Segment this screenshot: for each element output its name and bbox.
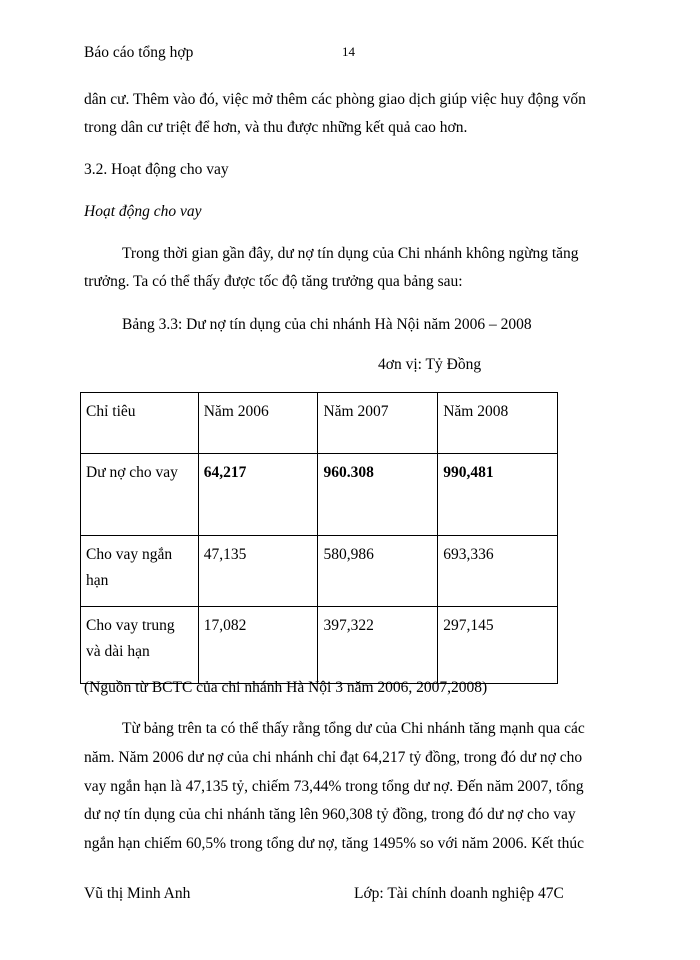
table-cell: 64,217 [198,454,318,536]
header-cell: Năm 2006 [198,393,318,454]
table-cell: 580,986 [318,536,438,607]
row-label: Cho vay ngắn hạn [81,536,199,607]
paragraph-line: Từ bảng trên ta có thể thấy rằng tổng dư của Chi nhánh tăng mạnh qua các [122,720,585,737]
paragraph-line: Trong thời gian gần đây, dư nợ tín dụng của Chi nhánh không ngừng tăng [122,245,579,262]
table-header-row [81,393,558,454]
table-cell: 960.308 [318,454,438,536]
subheading: Hoạt động cho vay [84,203,202,220]
intro-line: trong dân cư triệt để hơn, và thu được những kết quả cao hơn. [84,119,468,136]
header-cell: Năm 2007 [318,393,438,454]
paragraph-line: ngắn hạn chiếm 60,5% trong tổng dư nợ, tăng 1495% so với năm 2006. Kết thúc [84,835,585,852]
table-row [81,454,558,536]
unit-label: 4ơn vị: Tỷ Đồng [378,356,482,373]
credit-table [80,392,558,684]
row-label: Cho vay trung và dài hạn [81,607,199,684]
row-label: Dư nợ cho vay [81,454,199,536]
table-row [81,536,558,607]
header-cell: Chỉ tiêu [81,393,199,454]
paragraph-line: năm. Năm 2006 dư nợ của chi nhánh chỉ đạt 64,217 tỷ đồng, trong đó dư nợ cho [84,749,583,766]
paragraph-line: vay ngắn hạn là 47,135 tỷ, chiếm 73,44% trong tổng dư nợ. Đến năm 2007, tổng [84,778,584,795]
intro-line: dân cư. Thêm vào đó, việc mở thêm các phòng giao dịch giúp việc huy động vốn [84,91,586,108]
table-cell: 47,135 [198,536,318,607]
table-row [81,607,558,684]
table-cell: 693,336 [438,536,558,607]
paragraph-line: dư nợ tín dụng của chi nhánh tăng lên 960,308 tỷ đồng, trong đó dư nợ cho vay [84,806,576,823]
header-cell: Năm 2008 [438,393,558,454]
table-caption: Bảng 3.3: Dư nợ tín dụng của chi nhánh Hà Nội năm 2006 – 2008 [122,316,532,333]
paragraph-line: trưởng. Ta có thể thấy được tốc độ tăng trưởng qua bảng sau: [84,273,463,290]
table-cell: 297,145 [438,607,558,684]
footer-author: Vũ thị Minh Anh [84,885,191,902]
table-cell: 17,082 [198,607,318,684]
source-note: (Nguồn từ BCTC của chi nhánh Hà Nội 3 năm 2006, 2007,2008) [84,679,488,696]
page-number: 14 [342,44,355,59]
table-cell: 990,481 [438,454,558,536]
table-cell: 397,322 [318,607,438,684]
section-heading: 3.2. Hoạt động cho vay [84,161,229,178]
header-title: Báo cáo tổng hợp [84,44,194,61]
footer-class: Lớp: Tài chính doanh nghiệp 47C [354,885,564,902]
